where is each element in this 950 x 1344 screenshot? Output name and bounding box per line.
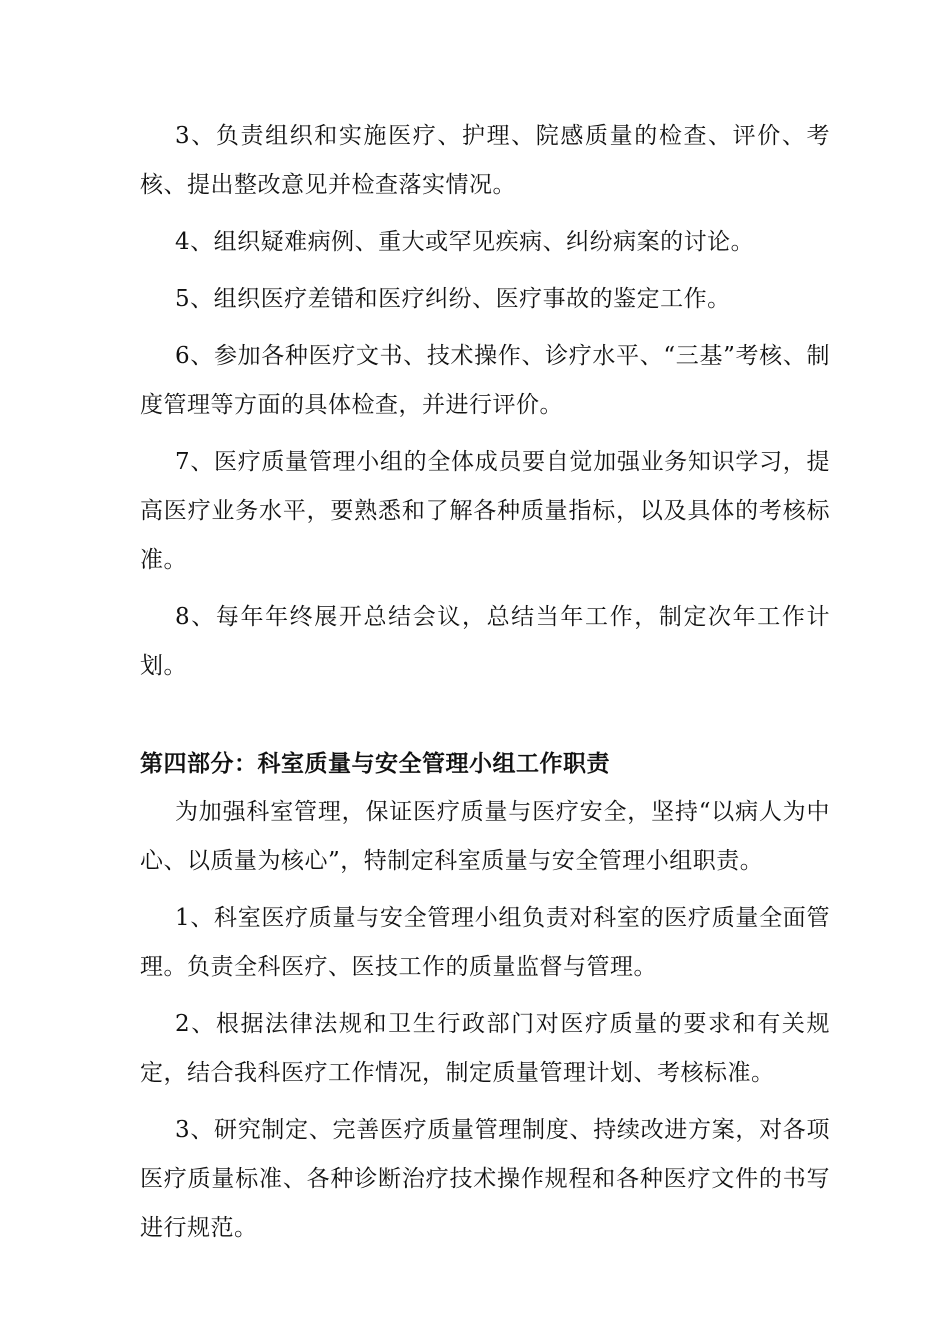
paragraph-item-7: 7、医疗质量管理小组的全体成员要自觉加强业务知识学习，提高医疗业务水平，要熟悉和了解各种质量指标，以及具体的考核标准。	[140, 449, 830, 573]
paragraph-item-8: 8、每年年终展开总结会议，总结当年工作，制定次年工作计划。	[140, 604, 830, 679]
paragraph-part4-intro: 为加强科室管理，保证医疗质量与医疗安全，坚持“以病人为中心、以质量为核心”，特制定科室质量与安全管理小组职责。	[140, 799, 830, 874]
section-title-part4: 第四部分：科室质量与安全管理小组工作职责	[140, 750, 610, 777]
paragraph-item-5: 5、组织医疗差错和医疗纠纷、医疗事故的鉴定工作。	[175, 286, 731, 312]
paragraph-item-6: 6、参加各种医疗文书、技术操作、诊疗水平、“三基”考核、制度管理等方面的具体检查，并进行评价。	[140, 343, 830, 418]
paragraph-part4-item-3: 3、研究制定、完善医疗质量管理制度、持续改进方案，对各项医疗质量标准、各种诊断治疗技术操作规程和各种医疗文件的书写进行规范。	[140, 1117, 830, 1241]
paragraph-part4-item-2: 2、根据法律法规和卫生行政部门对医疗质量的要求和有关规定，结合我科医疗工作情况，制定质量管理计划、考核标准。	[140, 1011, 830, 1086]
paragraph-part4-item-1: 1、科室医疗质量与安全管理小组负责对科室的医疗质量全面管理。负责全科医疗、医技工作的质量监督与管理。	[140, 905, 830, 980]
paragraph-item-3: 3、负责组织和实施医疗、护理、院感质量的检查、评价、考核、提出整改意见并检查落实情况。	[140, 123, 830, 198]
document-page	[140, 112, 830, 1253]
paragraph-item-4: 4、组织疑难病例、重大或罕见疾病、纠纷病案的讨论。	[175, 229, 755, 255]
